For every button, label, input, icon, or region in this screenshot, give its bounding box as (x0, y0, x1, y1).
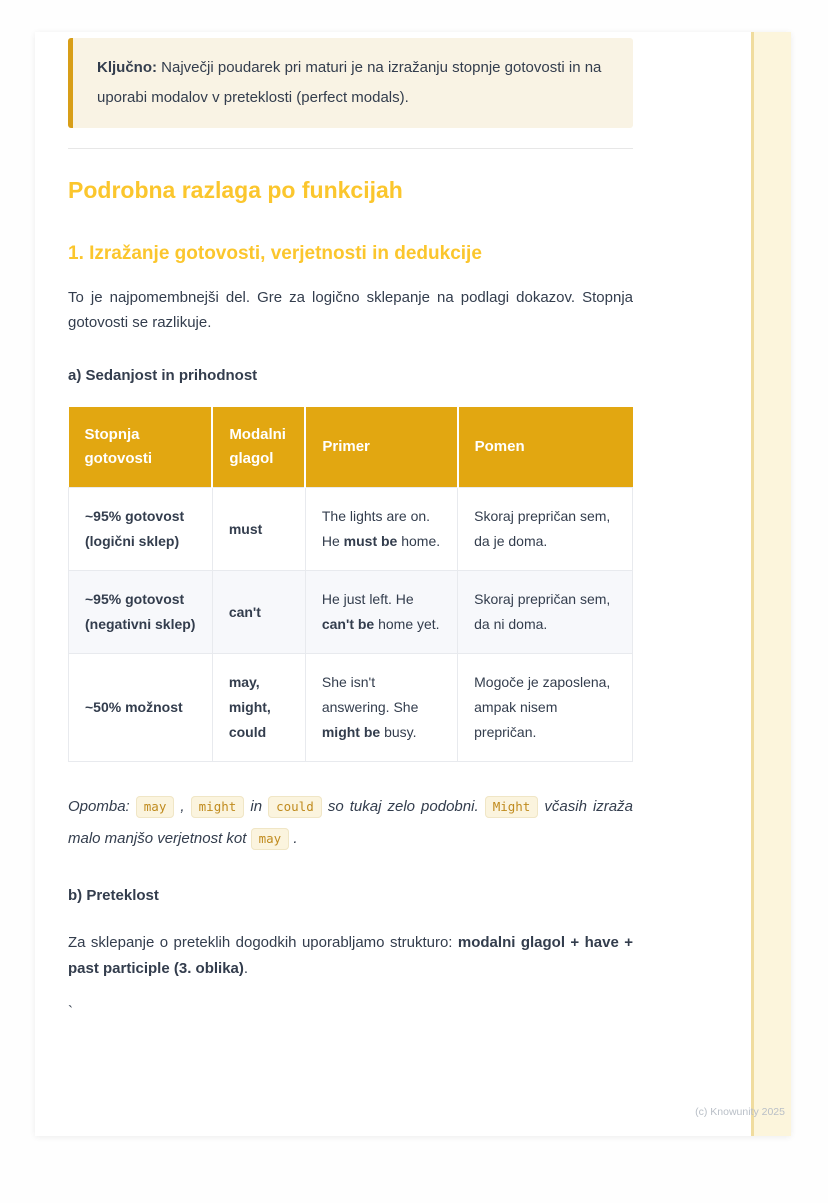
column-header-stopnja: Stopnja gotovosti (69, 407, 213, 488)
column-header-primer: Primer (305, 407, 457, 488)
table-header-row (69, 407, 633, 488)
column-header-pomen: Pomen (458, 407, 633, 488)
copyright-footer: (c) Knowunity 2025 (695, 1106, 785, 1118)
note-paragraph: Opomba: may , might in could so tukaj zelo podobni. Might včasih izraža malo manjšo verjetnost kot may . (68, 791, 633, 855)
cell-pomen: Skoraj prepričan sem, da ni doma. (458, 571, 633, 654)
section-divider (68, 148, 633, 149)
column-header-modalni: Modalni glagol (212, 407, 305, 488)
subsection-heading: 1. Izražanje gotovosti, verjetnosti in dedukcije (68, 243, 482, 264)
cell-primer: He just left. He can't be home yet. (305, 571, 457, 654)
key-callout-text: Ključno: Največji poudarek pri maturi je na izražanju stopnje gotovosti in na uporabi modalov v preteklosti (perfect modals). (97, 59, 602, 106)
cell-stopnja: ~95% gotovost (logični sklep) (69, 488, 213, 571)
certainty-table (68, 407, 633, 762)
intro-paragraph: To je najpomembnejši del. Gre za logično sklepanje na podlagi dokazov. Stopnja gotovosti se razlikuje. (68, 289, 633, 331)
table-row (69, 571, 633, 654)
table-row (69, 488, 633, 571)
sub-heading-a: a) Sedanjost in prihodnost (68, 367, 258, 384)
document-page (35, 32, 791, 1136)
cell-primer: The lights are on. He must be home. (305, 488, 457, 571)
cell-pomen: Skoraj prepričan sem, da je doma. (458, 488, 633, 571)
document-content (68, 32, 633, 1022)
table-row (69, 654, 633, 762)
cell-stopnja: ~95% gotovost (negativni sklep) (69, 571, 213, 654)
past-paragraph: Za sklepanje o preteklih dogodkih uporabljamo strukturo: modalni glagol + have + past participle (3. oblika). (68, 934, 633, 977)
cell-pomen: Mogoče je zaposlena, ampak nisem prepričan. (458, 654, 633, 762)
stray-backtick: ` (68, 1003, 73, 1020)
sub-heading-b: b) Preteklost (68, 887, 159, 904)
cell-stopnja: ~50% možnost (69, 654, 213, 762)
cell-primer: She isn't answering. She might be busy. (305, 654, 457, 762)
key-callout (68, 38, 633, 128)
cell-modalni: can't (212, 571, 305, 654)
cell-modalni: must (212, 488, 305, 571)
right-margin-band (751, 32, 791, 1136)
cell-modalni: may, might, could (212, 654, 305, 762)
section-heading: Podrobna razlaga po funkcijah (68, 177, 403, 203)
